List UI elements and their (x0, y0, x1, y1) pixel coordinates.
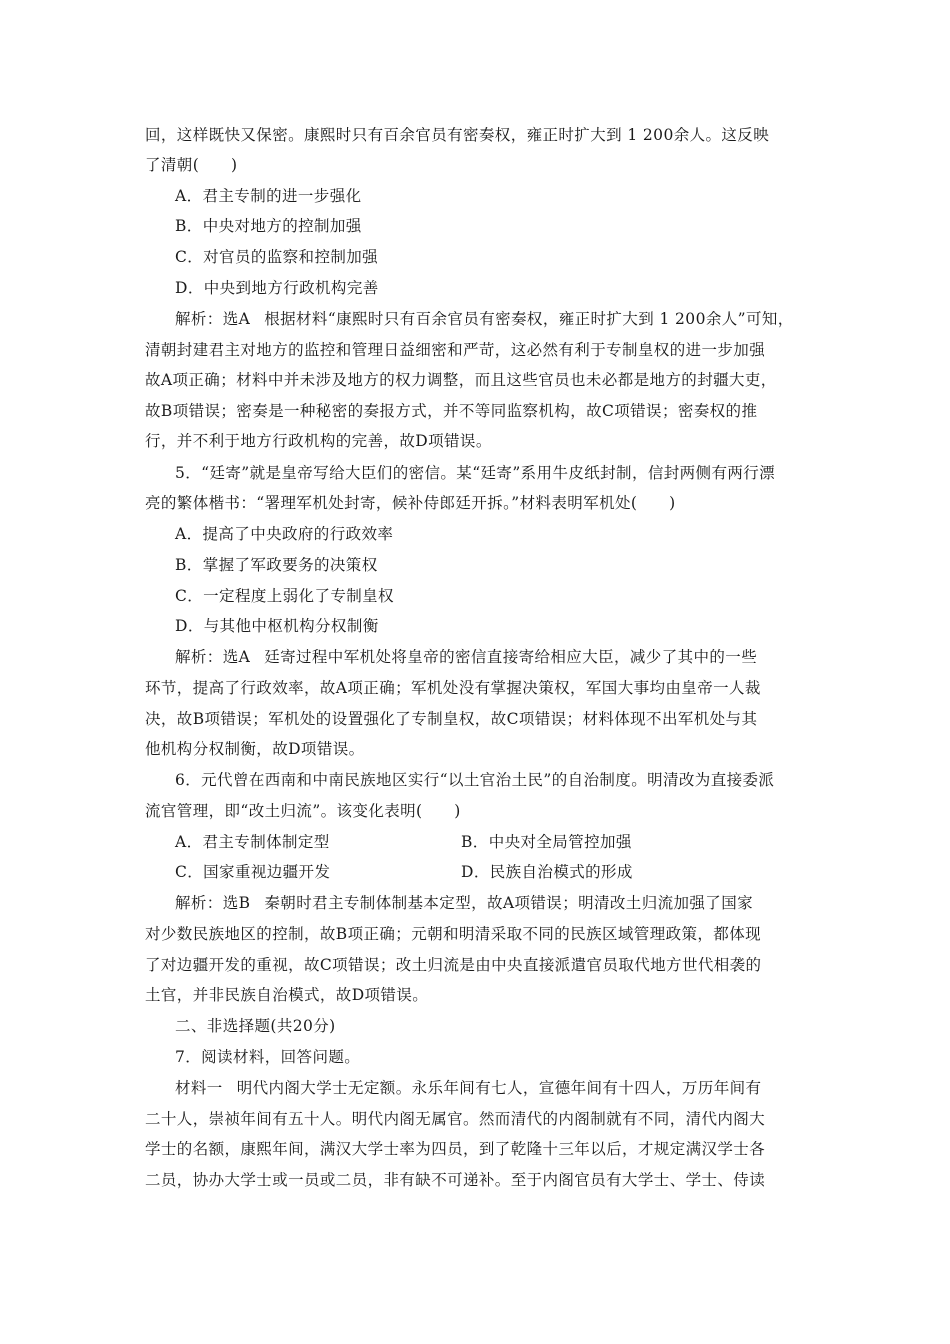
q4-analysis-line-5: 行，并不利于地方行政机构的完善，故D项错误。 (145, 432, 492, 450)
q4-option-a: A．君主专制的进一步强化 (175, 187, 362, 205)
q5-analysis-line-1 (175, 646, 757, 668)
section-heading: 二、非选择题(共20分) (175, 1017, 336, 1035)
q5-analysis-text: 廷寄过程中军机处将皇帝的密信直接寄给相应大臣，减少了其中的一些 (264, 648, 758, 666)
q6-analysis-line-1 (175, 892, 753, 914)
q4-analysis-label: 解析：选A (175, 310, 251, 328)
q5-option-d: D．与其他中枢机构分权制衡 (175, 617, 379, 635)
q7-material-text: 明代内阁大学士无定额。永乐年间有七人，宣德年间有十四人，万历年间有 (236, 1079, 762, 1097)
q5-analysis-line-4: 他机构分权制衡，故D项错误。 (145, 740, 365, 758)
q6-stem-line-1: 6．元代曾在西南和中南民族地区实行“以土官治土民”的自治制度。明清改为直接委派 (175, 771, 775, 789)
q4-analysis-text: 根据材料“康熙时只有百余官员有密奏权，雍正时扩大到 1 200余人”可知， (264, 310, 794, 328)
q6-analysis-label: 解析：选B (175, 894, 251, 912)
q6-analysis-line-4: 土官，并非民族自治模式，故D项错误。 (145, 986, 429, 1004)
q4-stem-line-1: 回，这样既快又保密。康熙时只有百余官员有密奏权，雍正时扩大到 1 200余人。这反映 (145, 126, 770, 144)
q5-option-b: B．掌握了军政要务的决策权 (175, 556, 378, 574)
q6-option-b: B．中央对全局管控加强 (461, 833, 632, 851)
q6-analysis-line-3: 了对边疆开发的重视，故C项错误；改土归流是由中央直接派遣官员取代地方世代相袭的 (145, 956, 762, 974)
q4-analysis-line-3: 故A项正确；材料中并未涉及地方的权力调整，而且这些官员也未必都是地方的封疆大吏， (145, 371, 777, 389)
q5-stem-line-1: 5．“廷寄”就是皇帝写给大臣们的密信。某“廷寄”系用牛皮纸封制，信封两侧有两行漂 (175, 464, 776, 482)
q6-option-a: A．君主专制体制定型 (175, 833, 330, 851)
q5-analysis-label: 解析：选A (175, 648, 251, 666)
q5-analysis-line-2: 环节，提高了行政效率，故A项正确；军机处没有掌握决策权，军国大事均由皇帝一人裁 (145, 679, 761, 697)
q6-option-c: C．国家重视边疆开发 (175, 863, 331, 881)
q4-option-d: D．中央到地方行政机构完善 (175, 279, 379, 297)
q7-material-line-2: 二十人，崇祯年间有五十人。明代内阁无属官。然而清代的内阁制就有不同，清代内阁大 (145, 1110, 766, 1128)
q4-analysis-line-4: 故B项错误；密奏是一种秘密的奏报方式，并不等同监察机构，故C项错误；密奏权的推 (145, 402, 758, 420)
q4-option-b: B．中央对地方的控制加强 (175, 217, 362, 235)
q7-stem: 7．阅读材料，回答问题。 (175, 1048, 361, 1066)
q7-material-line-3: 学士的名额，康熙年间，满汉大学士率为四员，到了乾隆十三年以后，才规定满汉学士各 (145, 1140, 766, 1158)
q5-option-c: C．一定程度上弱化了专制皇权 (175, 587, 394, 605)
q4-analysis-line-2: 清朝封建君主对地方的监控和管理日益细密和严苛，这必然有利于专制皇权的进一步加强 (145, 341, 766, 359)
q5-option-a: A．提高了中央政府的行政效率 (175, 525, 394, 543)
q6-stem-line-2: 流官管理，即“改土归流”。该变化表明( ) (145, 802, 461, 820)
q6-analysis-line-2: 对少数民族地区的控制，故B项正确；元朝和明清采取不同的民族区域管理政策，都体现 (145, 925, 761, 943)
q6-option-d: D．民族自治模式的形成 (461, 863, 633, 881)
q4-analysis-line-1 (175, 308, 794, 330)
q5-analysis-line-3: 决，故B项错误；军机处的设置强化了专制皇权，故C项错误；材料体现不出军机处与其 (145, 710, 758, 728)
q7-material-line-1 (175, 1077, 761, 1099)
q7-material-line-4: 二员，协办大学士或一员或二员，非有缺不可递补。至于内阁官员有大学士、学士、侍读 (145, 1171, 766, 1189)
q4-option-c: C．对官员的监察和控制加强 (175, 248, 379, 266)
q5-stem-line-2: 亮的繁体楷书：“署理军机处封寄，候补侍郎廷开拆。”材料表明军机处( ) (145, 494, 676, 512)
q6-analysis-text: 秦朝时君主专制体制基本定型，故A项错误；明清改土归流加强了国家 (264, 894, 754, 912)
q7-material-label: 材料一 (175, 1079, 223, 1097)
q4-stem-line-2: 了清朝( ) (145, 156, 238, 174)
